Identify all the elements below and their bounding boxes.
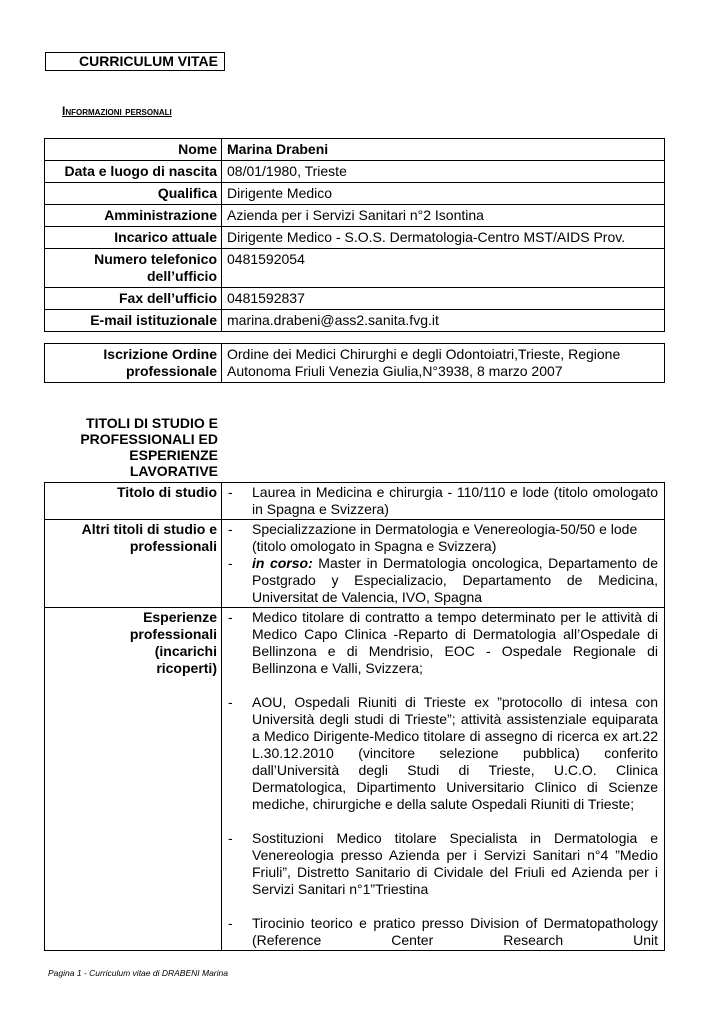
list-item [227,521,658,555]
personal-row [45,288,665,310]
personal-label: Fax dell’ufficio [45,288,222,310]
section-heading-personal-text: Informazioni personali [62,104,172,118]
list-spacer [227,677,658,694]
list-item [227,555,658,606]
dash: - [228,521,233,537]
personal-value: Dirigente Medico [222,183,665,205]
personal-row [45,249,665,288]
personal-row [45,139,665,161]
personal-info-table [44,138,665,332]
esperienza-1: Medico titolare di contratto a tempo determinato per le attività di Medico Capo Clinica -Reparto di Dermatologia all’Ospedale di Bellinzona e di Mendrisio, EOC - Ospedale Regionale di Bellinzona e Valli, Svizzera; [252,609,658,676]
personal-label: Numero telefonico dell’ufficio [45,249,222,288]
titolo-studio-value [222,483,665,520]
altri-titoli-row [45,520,665,608]
altri-titoli-label: Altri titoli di studio e professionali [45,520,222,608]
ordine-table [44,343,665,383]
titoli-table [44,482,665,951]
titolo-studio-row [45,483,665,520]
dash: - [228,609,233,625]
dash: - [228,484,233,500]
ordine-label: Iscrizione Ordine professionale [45,344,222,383]
list-item [227,484,658,518]
esperienze-label: Esperienze professionali (incarichi ricoperti) [45,608,222,951]
personal-label: E-mail istituzionale [45,310,222,332]
esperienza-2: AOU, Ospedali Riuniti di Trieste ex ”protocollo di intesa con Università degli studi di Trieste”; attività assistenziale equiparata a Medico Dirigente-Medico titolare di assegno di ricerca ex art.22 L.30.12.2010 (vincitore selezione pubblica) conferito dall’Università degli Studi di Trieste, U.C.O. Clinica Dermatologica, Dipartimento Universitario Clinico di Scienze mediche, chirurgiche e della salute Ospedali Riuniti di Trieste; [252,694,658,812]
section-heading-titoli: TITOLI DI STUDIO E PROFESSIONALI ED ESPERIENZE LAVORATIVE [80,415,218,479]
cv-title: CURRICULUM VITAE [45,52,225,71]
personal-value: 0481592837 [222,288,665,310]
altri-titoli-item-2: Master in Dermatologia oncologica, Departamento de Postgrado y Especializacio, Departamento de Medicina, Universitat de Valencia, IVO, Spagna [252,555,658,605]
dash: - [228,694,233,710]
titolo-studio-label: Titolo di studio [45,483,222,520]
personal-row [45,310,665,332]
dash: - [228,915,233,931]
ordine-value: Ordine dei Medici Chirurghi e degli Odontoiatri,Trieste, Regione Autonoma Friuli Venezia Giulia,N°3938, 8 marzo 2007 [222,344,665,383]
personal-row [45,205,665,227]
personal-label: Nome [45,139,222,161]
personal-row [45,183,665,205]
altri-titoli-item-1: Specializzazione in Dermatologia e Venereologia-50/50 e lode (titolo omologato in Spagna e Svizzera) [252,521,638,554]
page-footer: Pagina 1 - Curriculum vitae di DRABENI Marina [48,968,228,978]
list-item [227,830,658,898]
personal-value: Marina Drabeni [222,139,665,161]
section-heading-personal [62,104,172,118]
personal-label: Incarico attuale [45,227,222,249]
personal-value: 08/01/1980, Trieste [222,161,665,183]
personal-label: Qualifica [45,183,222,205]
personal-value: 0481592054 [222,249,665,288]
list-spacer [227,898,658,915]
esperienza-4: Tirocinio teorico e pratico presso Division of Dermatopathology (Reference Center Research Unit [252,915,658,948]
esperienze-row [45,608,665,951]
esperienza-3: Sostituzioni Medico titolare Specialista in Dermatologia e Venereologia presso Azienda per i Servizi Sanitari n°4 ”Medio Friuli”, Distretto Sanitario di Cividale del Friuli ed Azienda per i Servizi Sanitari n°1”Triestina [252,830,658,897]
ordine-row [45,344,665,383]
in-corso-label: in corso: [252,555,313,571]
dash: - [228,555,233,571]
altri-titoli-value [222,520,665,608]
personal-row [45,161,665,183]
personal-value: Dirigente Medico - S.O.S. Dermatologia-Centro MST/AIDS Prov. [222,227,665,249]
list-spacer [227,813,658,830]
list-item [227,915,658,949]
titolo-studio-text: Laurea in Medicina e chirurgia - 110/110 e lode (titolo omologato in Spagna e Svizzera) [252,484,658,517]
list-item [227,694,658,813]
personal-value: Azienda per i Servizi Sanitari n°2 Isontina [222,205,665,227]
esperienze-value [222,608,665,951]
dash: - [228,830,233,846]
list-item [227,609,658,677]
personal-label: Data e luogo di nascita [45,161,222,183]
personal-row [45,227,665,249]
personal-label: Amministrazione [45,205,222,227]
personal-value: marina.drabeni@ass2.sanita.fvg.it [222,310,665,332]
